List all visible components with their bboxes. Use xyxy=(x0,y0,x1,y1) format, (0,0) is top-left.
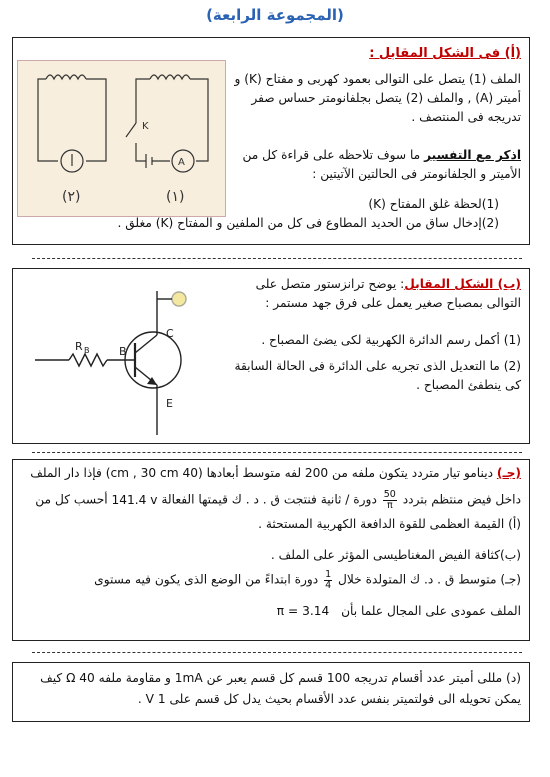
collector-label: C xyxy=(166,327,174,340)
section-d-line1: (د) مللى أميتر عدد أقسام تدريجه 100 قسم كل قسم يعبر عن 1mA و مقاومة ملفه 40 Ω كيف xyxy=(40,671,521,685)
section-c-line2c: أحسب كل من xyxy=(35,492,108,507)
transistor-figure xyxy=(23,275,223,440)
section-c-line1: دينامو تيار متردد يتكون ملفه من 200 لفه متوسط أبعادها (40 cm , 30 cm) فإذا دار الملف xyxy=(30,466,497,480)
section-c-last-line: الملف عمودى على المجال علما بأن xyxy=(341,604,521,618)
section-c-title: (جـ) xyxy=(496,466,521,480)
section-a-box xyxy=(12,37,530,245)
page-title: (المجموعة الرابعة) xyxy=(206,6,344,24)
section-d-line2: يمكن تحويله الى فولتميتر بنفس عدد الأقسام بحيث يدل كل قسم على 1 V . xyxy=(137,692,521,707)
section-c-item-b: (ب)كثافة الفيض المغناطيسى المؤثر على الملف . xyxy=(270,548,521,562)
divider xyxy=(32,452,522,453)
coil-1-label: (١) xyxy=(166,189,185,205)
section-b-title-rest: : يوضح ترانزستور متصل على التوالى بمصباح صغير يعمل على فرق جهد مستمر : xyxy=(255,277,521,310)
ammeter-label: A xyxy=(178,157,185,168)
section-b-item-1: (1) أكمل رسم الدائرة الكهربية لكى يضئ المصباح . xyxy=(261,333,521,347)
section-b-title: (ب) الشكل المقابل xyxy=(404,277,521,291)
section-d-box xyxy=(12,662,530,722)
pi-value: π = 3.14 xyxy=(276,604,330,618)
section-c-box xyxy=(12,459,530,641)
divider xyxy=(32,652,522,653)
quarter-denominator: 4 xyxy=(325,579,332,591)
section-a-intro: الملف (1) يتصل على التوالى بعمود كهربى و مفتاح (K) و أميتر (A) , والملف (2) يتصل بجلفانومتر حساس صفر تدريجه فى المنتصف . xyxy=(234,72,521,124)
section-c-item-c-rest: دورة ابتداءً من الوضع الذى يكون فيه مستوى xyxy=(94,572,319,587)
rb-subscript: B xyxy=(84,346,90,355)
section-c-item-c: (جـ) متوسط ق . د. ك المتولدة خلال xyxy=(338,572,521,587)
emf-value: 141.4 v xyxy=(111,492,158,507)
section-a-item-1: (1)لحظة غلق المفتاح (K) xyxy=(368,197,499,211)
section-a-title: (أ) فى الشكل المقابل : xyxy=(369,46,521,61)
coil-2-label: (٢) xyxy=(62,189,81,205)
emitter-label: E xyxy=(166,397,173,410)
quarter-fraction xyxy=(324,570,332,590)
section-a-ask-lead: اذكر مع التفسير xyxy=(424,148,521,162)
section-c-item-a: (أ) القيمة العظمى للقوة الدافعة الكهربية المستحثة . xyxy=(258,517,521,531)
section-b-box xyxy=(12,268,530,444)
transistor-diagram xyxy=(23,275,223,440)
coils-figure xyxy=(17,60,226,217)
frequency-fraction xyxy=(383,490,397,510)
freq-numerator: 50 xyxy=(383,489,396,500)
divider xyxy=(32,258,522,259)
base-label: B xyxy=(119,345,127,358)
section-b-item-2: (2) ما التعديل الذى تجريه على الدائرة فى الحالة السابقة كى ينطفئ المصباح . xyxy=(234,358,521,392)
section-c-line2b: دورة / ثانية فنتجت ق . د . ك قيمتها الفعالة xyxy=(161,492,377,507)
coils-diagram xyxy=(18,61,225,216)
freq-denominator: π xyxy=(386,499,393,511)
quarter-numerator: 1 xyxy=(325,569,332,580)
switch-label: K xyxy=(142,121,149,132)
section-c-line2a: داخل فيض منتظم بتردد xyxy=(402,492,521,507)
section-a-item-2: (2)إدخال ساق من الحديد المطاوع فى كل من الملفين و المفتاح (K) مغلق . xyxy=(117,215,499,230)
section-a-ask-rest: ما سوف تلاحظه على قراءة كل من الأميتر و الجلفانومتر فى الحالتين الآتيتين : xyxy=(242,148,521,181)
rb-label: R xyxy=(75,340,83,353)
